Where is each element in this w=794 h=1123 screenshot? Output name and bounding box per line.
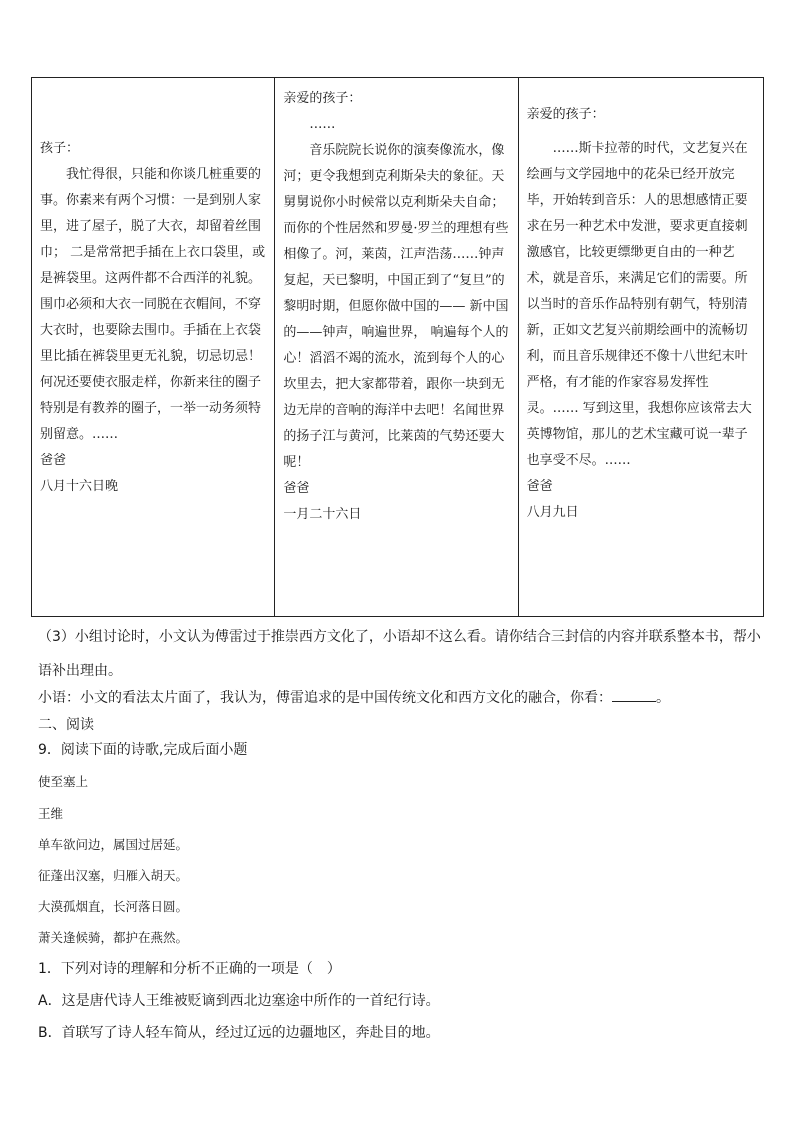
poem-author: 王维 bbox=[38, 806, 64, 821]
letter-1-body: 我忙得很，只能和你谈几桩重要的事。你素来有两个习惯：一是到别人家里，进了屋子，脱了大衣，却留着丝围巾； 二是常常把手插在上衣口袋里，或是裤袋里。这两件都不合西洋的礼貌。围巾必须和大衣一同脱在衣帽间，不穿大衣时，也要除去围巾。手插在上衣袋里比插在裤袋里更无礼貌，切忌切忌！何况还要使衣服走样，你新来往的圈子特别是有教养的圈子，一举一动务须特别留意。…… bbox=[40, 167, 266, 442]
letter-3-signature: 爸爸 bbox=[526, 479, 553, 494]
poem-line-2: 征蓬出汉塞，归雁入胡天。 bbox=[38, 868, 189, 883]
letter-1-date: 八月十六日晚 bbox=[40, 479, 119, 494]
letter-3-date: 八月九日 bbox=[526, 505, 579, 520]
letter-2-salutation: 亲爱的孩子： bbox=[283, 91, 362, 106]
letter-2-body: 音乐院院长说你的演奏像流水，像河；更令我想到克利斯朵夫的象征。天舅舅说你小时候常以克利斯朵夫自命；而你的个性居然和罗曼·罗兰的理想有些相像了。河，莱茵，江声浩荡……钟声复起，天已黎明，中国正到了“复旦”的黎明时期，但愿你做中国的—— 新中国的——钟声，响遍世界， 响遍每个人的心！滔滔不竭的流水，流到每个人的心坎里去，把大家都带着，跟你一块到无边无岸的音响的海洋中去吧！名闻世界的扬子江与黄河，比莱茵的气势还要大呢！ bbox=[283, 143, 509, 470]
poem-line-4: 萧关逢候骑，都护在燕然。 bbox=[38, 930, 189, 945]
letter-2-ellipsis: …… bbox=[309, 117, 336, 132]
letter-3-salutation: 亲爱的孩子： bbox=[526, 107, 605, 122]
poem-title: 使至塞上 bbox=[38, 774, 89, 789]
letter-1 bbox=[32, 78, 275, 616]
answer-prompt: 小语：小文的看法太片面了，我认为，傅雷追求的是中国传统文化和西方文化的融合，你看： bbox=[38, 690, 612, 706]
option-a[interactable]: A．这是唐代诗人王维被贬谪到西北边塞途中所作的一首纪行诗。 bbox=[38, 993, 440, 1009]
poem-line-3: 大漠孤烟直，长河落日圆。 bbox=[38, 899, 189, 914]
answer-end: 。 bbox=[656, 690, 670, 706]
option-b[interactable]: B．首联写了诗人轻车简从，经过辽远的边疆地区，奔赴目的地。 bbox=[38, 1025, 440, 1041]
section-heading: 二、阅读 bbox=[38, 717, 94, 733]
letter-1-salutation: 孩子： bbox=[40, 141, 80, 156]
letters-table bbox=[31, 77, 764, 617]
answer-blank[interactable] bbox=[612, 687, 656, 702]
letter-2-date: 一月二十六日 bbox=[283, 507, 362, 522]
answer-line bbox=[38, 687, 670, 707]
letter-3 bbox=[519, 78, 763, 616]
letter-2-signature: 爸爸 bbox=[283, 481, 310, 496]
sub-question-1: 1．下列对诗的理解和分析不正确的一项是（ ） bbox=[38, 961, 341, 977]
letter-3-body: ……斯卡拉蒂的时代，文艺复兴在绘画与文学园地中的花朵已经开放完毕，开始转到音乐：人的思想感情正要求在另一种艺术中发泄，要求更直接刺激感官，比较更缥缈更自由的一种艺术，就是音乐，来满足它们的需要。所以当时的音乐作品特别有朝气，特别清新，正如文艺复兴前期绘画中的流畅切利，而且音乐规律还不像十八世纪末叶严格，有才能的作家容易发挥性灵。…… 写到这里，我想你应该常去大英博物馆，那儿的艺术宝藏可说一辈子也享受不尽。…… bbox=[526, 141, 752, 468]
question-3: （3）小组讨论时，小文认为傅雷过于推崇西方文化了，小语却不这么看。请你结合三封信的内容并联系整本书，帮小语补出理由。 bbox=[38, 629, 761, 679]
letter-1-signature: 爸爸 bbox=[40, 453, 67, 468]
question-9: 9．阅读下面的诗歌,完成后面小题 bbox=[38, 742, 248, 758]
letter-2 bbox=[275, 78, 518, 616]
poem-line-1: 单车欲问边，属国过居延。 bbox=[38, 837, 189, 852]
